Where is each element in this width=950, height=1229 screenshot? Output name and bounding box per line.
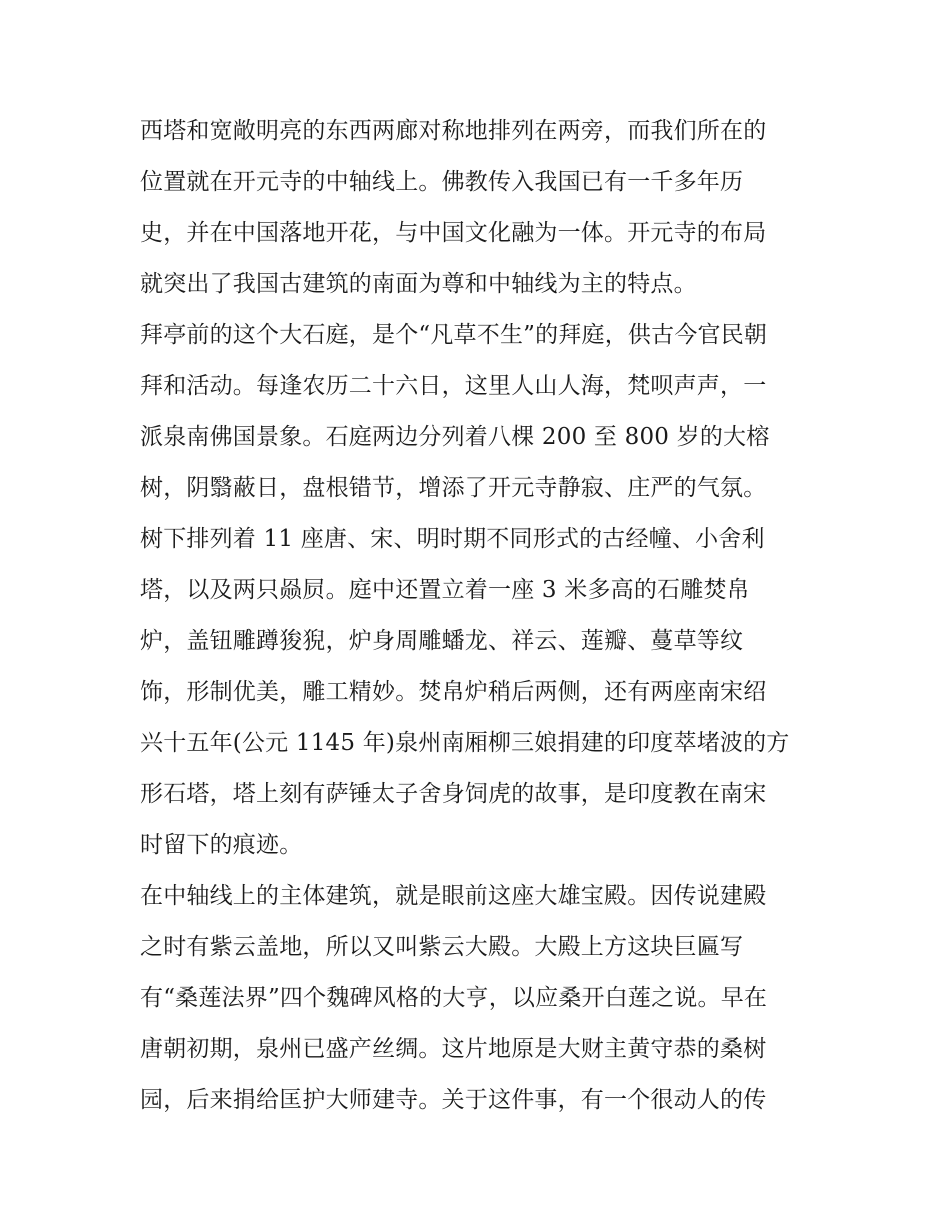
text-line: 园，后来捐给匡护大师建寺。关于这件事，有一个很动人的传 [140, 1087, 767, 1113]
document-body [140, 106, 812, 1126]
text-line: 位置就在开元寺的中轴线上。佛教传入我国已有一千多年历 [140, 169, 744, 195]
text-line: 兴十五年(公元 1145 年)泉州南厢柳三娘捐建的印度萃堵波的方 [140, 730, 790, 756]
text-line: 拜亭前的这个大石庭，是个“凡草不生”的拜庭，供古今官民朝 [140, 322, 768, 348]
text-line: 就突出了我国古建筑的南面为尊和中轴线为主的特点。 [140, 271, 697, 297]
text-line: 史，并在中国落地开花，与中国文化融为一体。开元寺的布局 [140, 220, 767, 246]
text-line: 西塔和宽敞明亮的东西两廊对称地排列在两旁，而我们所在的 [140, 118, 767, 144]
text-line: 派泉南佛国景象。石庭两边分列着八棵 200 至 800 岁的大榕 [140, 424, 770, 450]
text-line: 树，阴翳蔽日，盘根错节，增添了开元寺静寂、庄严的气氛。 [140, 475, 767, 501]
text-line: 炉，盖钮雕蹲狻猊，炉身周雕蟠龙、祥云、莲瓣、蔓草等纹 [140, 628, 744, 654]
text-line: 饰，形制优美，雕工精妙。焚帛炉稍后两侧，还有两座南宋绍 [140, 679, 767, 705]
text-line: 塔，以及两只赑屃。庭中还置立着一座 3 米多高的石雕焚帛 [140, 577, 750, 603]
text-line: 之时有紫云盖地，所以又叫紫云大殿。大殿上方这块巨匾写 [140, 934, 744, 960]
text-line: 时留下的痕迹。 [140, 832, 303, 858]
text-line: 唐朝初期，泉州已盛产丝绸。这片地原是大财主黄守恭的桑树 [140, 1036, 767, 1062]
text-line: 树下排列着 11 座唐、宋、明时期不同形式的古经幢、小舍利 [140, 526, 765, 552]
text-line: 有“桑莲法界”四个魏碑风格的大亨，以应桑开白莲之说。早在 [140, 985, 768, 1011]
text-line: 在中轴线上的主体建筑，就是眼前这座大雄宝殿。因传说建殿 [140, 883, 767, 909]
text-line: 形石塔，塔上刻有萨锤太子舍身饲虎的故事，是印度教在南宋 [140, 781, 767, 807]
text-line: 拜和活动。每逢农历二十六日，这里人山人海，梵呗声声，一 [140, 373, 767, 399]
